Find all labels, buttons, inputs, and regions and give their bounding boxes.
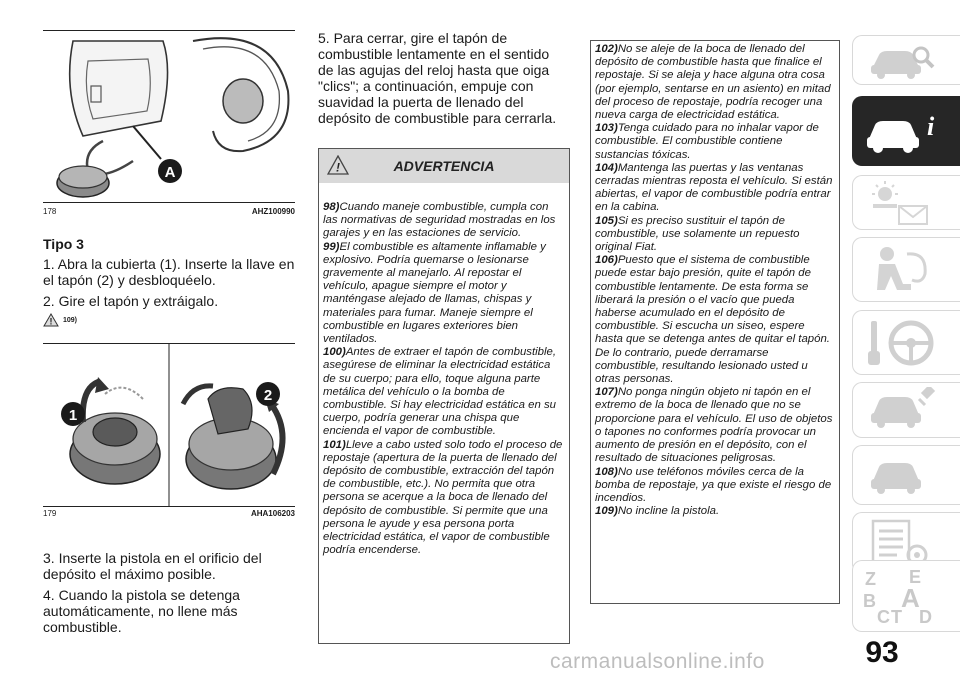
warning-note-number: 104) <box>595 161 618 174</box>
key-steering-icon <box>863 315 943 371</box>
svg-text:i: i <box>927 112 935 141</box>
tab-maintenance[interactable] <box>852 445 960 505</box>
column-1-text-lower <box>43 550 295 635</box>
warning-triangle-icon <box>43 313 59 327</box>
warning-note <box>595 215 835 255</box>
warning-lights-icon <box>867 180 937 226</box>
column-2-text <box>318 30 568 126</box>
figure-number: 178 <box>43 207 57 216</box>
warning-note <box>595 122 835 162</box>
warning-note-text: Cuando maneje combustible, cumpla con las normativas de seguridad mostradas en los garajes y en las estaciones de servicio. <box>323 201 556 240</box>
svg-text:!: ! <box>49 316 53 327</box>
tab-warning-lights[interactable] <box>852 175 960 230</box>
car-maintenance-icon <box>867 453 937 499</box>
step-5: 5. Para cerrar, gire el tapón de combustible lentamente en el sentido de las agujas del reloj hasta que oiga "clics"; a continuación, empuje con suavidad la puerta de llenado del depósito de combustible para cerrarla. <box>318 30 557 126</box>
page-number: 93 <box>865 636 899 669</box>
step-4: 4. Cuando la pistola se detenga automáticamente, no llene más combustible. <box>43 587 240 635</box>
step-3: 3. Inserte la pistola en el orificio del depósito el máximo posible. <box>43 550 262 582</box>
warning-note <box>595 505 835 518</box>
warning-box-left <box>318 148 570 644</box>
warning-note-number: 106) <box>595 254 618 267</box>
figure-178 <box>43 30 295 203</box>
tab-safety[interactable] <box>852 237 960 302</box>
fuel-cap-illustration <box>43 344 295 506</box>
figure-code: AHA106203 <box>250 509 295 518</box>
warning-note <box>595 254 835 386</box>
warning-note-number: 107) <box>595 386 618 399</box>
warning-header <box>319 149 569 183</box>
warning-note-text: Tenga cuidado para no inhalar vapor de combustible. El combustible contiene sustancias tóxicas. <box>595 122 819 161</box>
warning-note <box>323 346 565 438</box>
tab-index[interactable] <box>852 560 960 632</box>
column-1-text <box>43 236 295 327</box>
warning-note <box>595 43 835 122</box>
warning-title: ADVERTENCIA <box>393 158 495 174</box>
warning-note <box>595 386 835 465</box>
step-2: 2. Gire el tapón y extráigalo. <box>43 293 219 309</box>
warning-note <box>323 201 565 241</box>
warning-note-number: 105) <box>595 214 618 227</box>
warning-note-text: Lleve a cabo usted solo todo el proceso de repostaje (apertura de la puerta de llenado del depósito de combustible, extracción del tapón de combustible, etc.). No permita que otra persona se acerque a la boca de llenado del depósito de combustible. Si permite que una persona le ayude y esa persona porta electricidad estática, el vapor de combustible podría encenderse. <box>323 438 563 557</box>
car-search-icon <box>867 41 937 81</box>
warning-note <box>323 241 565 347</box>
index-letter: T <box>891 607 902 627</box>
warning-note <box>595 162 835 215</box>
warning-notes-left <box>319 183 569 557</box>
warning-note-number: 100) <box>323 346 346 359</box>
warning-notes-right <box>591 41 839 518</box>
index-letter: D <box>919 607 932 627</box>
warning-note-text: Mantenga las puertas y las ventanas cerradas mientras reposta el vehículo. Si están abiertas, el vapor de combustible podría entrar en la cabina. <box>595 161 833 214</box>
figure-code: AHZ100990 <box>251 207 295 216</box>
warning-note-text: No ponga ningún objeto ni tapón en el extremo de la boca de llenado que no se proporcione para el vehículo. El uso de objetos o tapones no conformes podría provocar un aumento de presión en el depósito, con el resultado de situaciones peligrosas. <box>595 386 833 465</box>
warning-box-right <box>590 40 840 604</box>
warning-note-text: Puesto que el sistema de combustible puede estar bajo presión, quite el tapón de combustible lentamente. De esta forma se liberará la presión o el vacío que pueda haberse acumulado en el depósito de combustible. Si escucha un siseo, espere hasta que se detenga antes de quitar el tapón. De lo contrario, puede derramarse combustible, resultando lesionado usted u otras personas. <box>595 254 830 386</box>
warning-note-number: 99) <box>323 240 340 253</box>
warning-note-number: 102) <box>595 43 618 55</box>
warning-ref-number: 109) <box>63 316 78 324</box>
figure-179 <box>43 343 295 507</box>
step-1: 1. Abra la cubierta (1). Inserte la llave en el tapón (2) y desbloquéelo. <box>43 256 295 288</box>
car-info-icon <box>863 107 943 157</box>
index-letter: A <box>901 583 920 613</box>
index-letter: B <box>863 591 876 611</box>
figure-178-caption <box>43 202 295 216</box>
warning-note <box>595 466 835 506</box>
warning-note-number: 108) <box>595 465 618 478</box>
index-letter: C <box>877 607 890 627</box>
warning-note-number: 101) <box>323 438 346 451</box>
warning-note-text: No se aleje de la boca de llenado del depósito de combustible hasta que finalice el repostaje. Si se aleja y hace alguna otra cosa (por ejemplo, sentarse en un asiento) en mitad del proceso de repostaje, podría recoger una nueva carga de electricidad estática. <box>595 43 831 122</box>
warning-ref <box>43 313 295 327</box>
warning-triangle-icon <box>327 155 349 175</box>
index-letter: Z <box>865 569 876 589</box>
tab-car-info[interactable] <box>852 96 960 166</box>
callout-2: 2 <box>263 387 273 404</box>
svg-text:!: ! <box>336 160 340 175</box>
section-title: Tipo 3 <box>43 236 84 252</box>
tab-emergency[interactable] <box>852 382 960 438</box>
warning-note-text: No incline la pistola. <box>617 505 720 518</box>
fuel-door-illustration <box>43 31 295 203</box>
warning-note-text: No use teléfonos móviles cerca de la bomba de repostaje, ya que existe el riesgo de incendios. <box>595 465 832 504</box>
index-letter: E <box>909 567 922 587</box>
warning-note-text: El combustible es altamente inflamable y explosivo. Podría quemarse o lesionarse gravemente al manejarlo. Al repostar el vehículo, apague siempre el motor y manténgase alejado de llamas, chispas y materiales para fumar. Maneje siempre el combustible en lugares exteriores bien ventilados. <box>323 240 546 346</box>
watermark: carmanualsonline.info <box>550 650 765 673</box>
car-emergency-icon <box>867 387 937 433</box>
warning-note-number: 109) <box>595 505 618 518</box>
warning-note-number: 103) <box>595 122 618 135</box>
callout-1: 1 <box>68 407 78 424</box>
safety-airbag-icon <box>867 244 937 296</box>
callout-a: A <box>164 164 176 181</box>
index-letters-icon <box>861 563 951 629</box>
warning-note-text: Si es preciso sustituir el tapón de combustible, use solamente un repuesto original Fiat. <box>595 214 800 254</box>
tab-starting-driving[interactable] <box>852 310 960 375</box>
warning-note <box>323 439 565 558</box>
tab-car-search[interactable] <box>852 35 960 85</box>
warning-note-text: Antes de extraer el tapón de combustible, asegúrese de eliminar la electricidad estática de su cuerpo; para ello, toque alguna parte metálica del vehículo o la bomba de combustible. Si hay electricidad estática en su cuerpo, podría generar una chispa que encienda el vapor de combustible. <box>323 346 557 438</box>
warning-note-number: 98) <box>323 201 340 213</box>
figure-number: 179 <box>43 509 57 518</box>
